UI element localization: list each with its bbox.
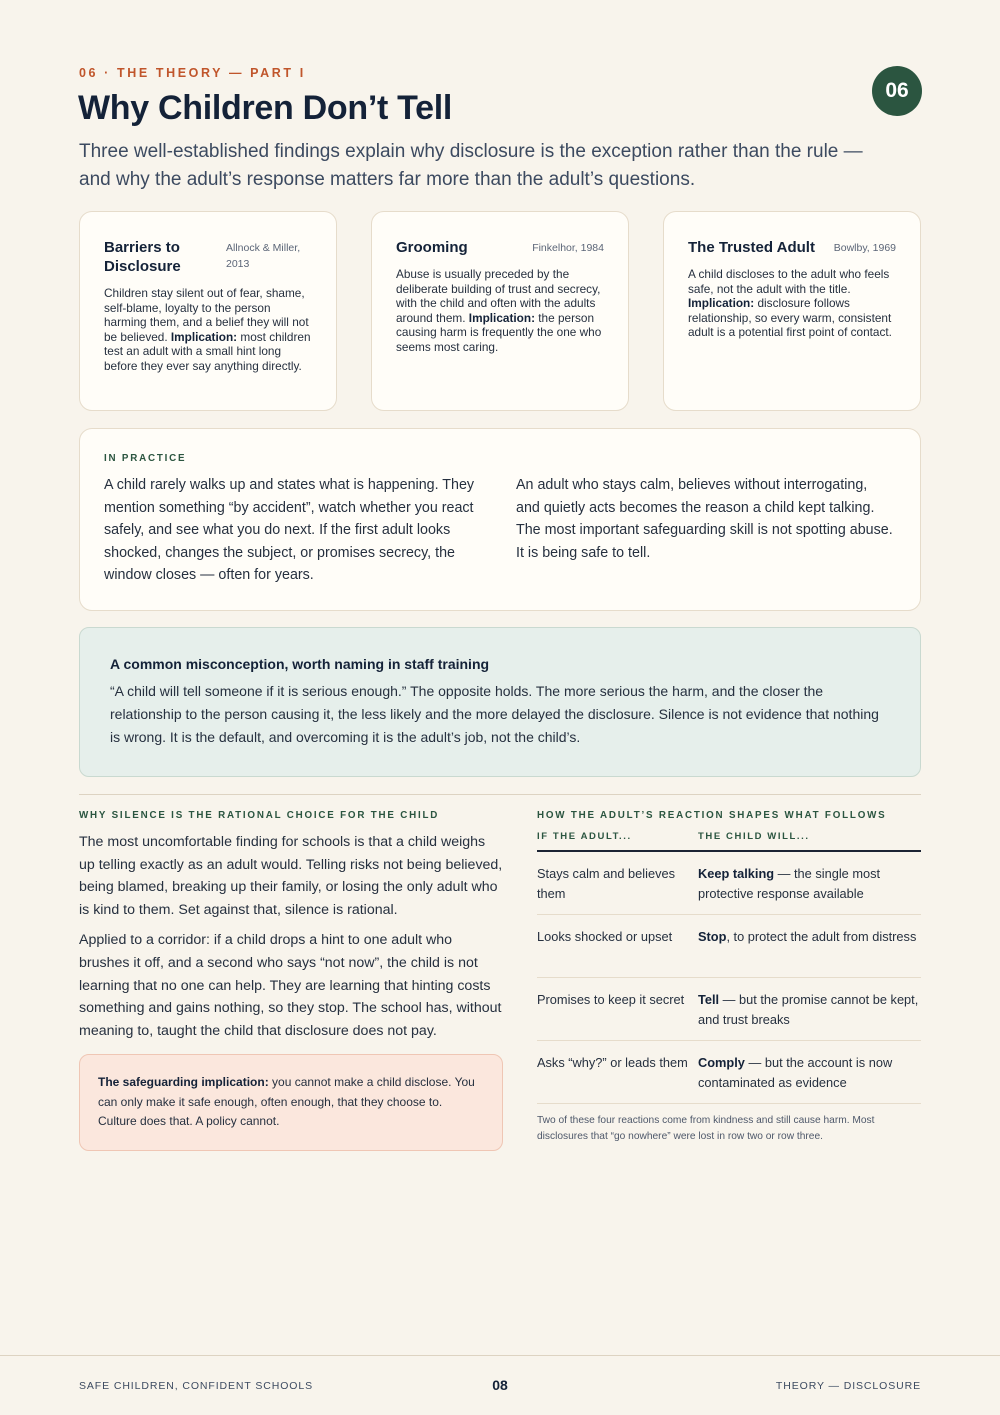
reaction-section [537, 810, 921, 1144]
card-title: Grooming [396, 239, 468, 256]
reaction-table-header [537, 831, 921, 852]
misconception-callout [79, 627, 921, 777]
table-row [537, 852, 921, 915]
footer-section-name: THEORY — DISCLOSURE [775, 1380, 921, 1392]
implication-label: Implication: [170, 329, 238, 344]
column-header-child: THE CHILD WILL... [698, 831, 810, 842]
implication-label: The safeguarding implication: [98, 1075, 269, 1090]
card-citation: Bowlby, 1969 [833, 242, 896, 254]
adult-reaction: Asks “why?” or leads them [537, 1055, 688, 1070]
silence-paragraph-1: The most uncomfortable finding for schools is that a child weighs up telling exactly as an adult would. Telling risks not being believed, being blamed, breaking up their family, or losing the only adult who is kind to them. Set against that, silence is rational. [79, 834, 503, 918]
silence-paragraph-2: Applied to a corridor: if a child drops a hint to one adult who brushes it off, and a second who says “not now”, the child is not learning that no one can help. They are learning that hinting costs something and gains nothing, so they stop. The school has, without meaning to, taught the child that disclosure does not pay. [79, 932, 502, 1039]
section-eyebrow: 06 · THE THEORY — PART I [79, 66, 306, 80]
footer-page-number: 08 [492, 1377, 508, 1393]
card-title: The Trusted Adult [688, 239, 815, 256]
adult-reaction: Stays calm and believes them [537, 866, 675, 901]
card-citation: Allnock & Miller, 2013 [226, 242, 301, 270]
card-body: Abuse is usually preceded by the deliberate building of trust and secrecy, with the child and often with the adults around them. Implication: the person causing harm is frequently the one who seems most caring. [396, 267, 602, 354]
table-row [537, 978, 921, 1041]
card-title: Barriers to Disclosure [104, 239, 181, 275]
footer-divider [0, 1355, 1000, 1356]
in-practice-column-2: An adult who stays calm, believes without interrogating, and quietly acts becomes the reason a child kept talking. The most important safeguarding skill is not spotting abuse. It is being safe to tell. [516, 477, 893, 561]
card-body: A child discloses to the adult who feels safe, not the adult with the title. Implication: disclosure follows relationship, so every warm, consistent adult is a potential first point of contact. [688, 267, 892, 340]
column-header-adult: IF THE ADULT... [537, 831, 632, 842]
child-outcome: Stop, to protect the adult from distress [698, 929, 917, 944]
table-row [537, 915, 921, 978]
in-practice-label: IN PRACTICE [104, 453, 187, 464]
reaction-label: HOW THE ADULT’S REACTION SHAPES WHAT FOLLOWS [537, 810, 887, 821]
misconception-title: A common misconception, worth naming in staff training [110, 656, 490, 672]
in-practice-column-1: A child rarely walks up and states what is happening. They mention something “by accident”, watch whether you react safely, and see what you do next. If the first adult looks shocked, changes the subject, or promises secrecy, the window closes — often for years. [104, 477, 475, 584]
child-outcome: Keep talking — the single most protective response available [698, 866, 881, 901]
implication-text: you cannot make a child disclose. You can only make it safe enough, often enough, that they choose to. Culture does that. A policy cannot. [98, 1075, 475, 1129]
card-body: Children stay silent out of fear, shame, self-blame, loyalty to the person harming them, and a belief they will not be believed. Implication: most children test an adult with a small hint long before they ever say anything directly. [104, 286, 311, 373]
in-practice-panel [79, 428, 921, 611]
silence-section [79, 810, 504, 1151]
silence-label: WHY SILENCE IS THE RATIONAL CHOICE FOR THE CHILD [79, 810, 440, 821]
card-trusted-adult [663, 211, 921, 411]
child-outcome: Comply — but the account is now contaminated as evidence [698, 1055, 893, 1090]
page-subtitle: Three well-established findings explain why disclosure is the exception rather than the rule — and why the adult’s response matters far more than the adult’s questions. [79, 141, 863, 190]
table-footnote: Two of these four reactions come from kindness and still cause harm. Most disclosures that “go nowhere” were lost in row two or row three. [537, 1115, 875, 1142]
safeguarding-implication-callout [79, 1054, 503, 1151]
section-number-badge: 06 [872, 66, 922, 116]
table-row [537, 1041, 921, 1104]
misconception-body: “A child will tell someone if it is serious enough.” The opposite holds. The more serious the harm, and the closer the relationship to the person causing it, the less likely and the more delayed the disclosure. Silence is not evidence that nothing is wrong. It is the default, and overcoming it is the adult’s job, not the child’s. [110, 683, 879, 745]
footer-publication-title: SAFE CHILDREN, CONFIDENT SCHOOLS [79, 1380, 313, 1392]
adult-reaction: Looks shocked or upset [537, 929, 673, 944]
adult-reaction: Promises to keep it secret [537, 992, 685, 1007]
child-outcome: Tell — but the promise cannot be kept, and trust breaks [698, 992, 919, 1027]
card-grooming [371, 211, 629, 411]
section-divider [79, 794, 921, 795]
implication-label: Implication: [688, 296, 755, 311]
card-barriers-to-disclosure [79, 211, 337, 411]
implication-label: Implication: [468, 310, 535, 325]
card-citation: Finkelhor, 1984 [532, 242, 604, 254]
page-title: Why Children Don’t Tell [78, 89, 453, 127]
